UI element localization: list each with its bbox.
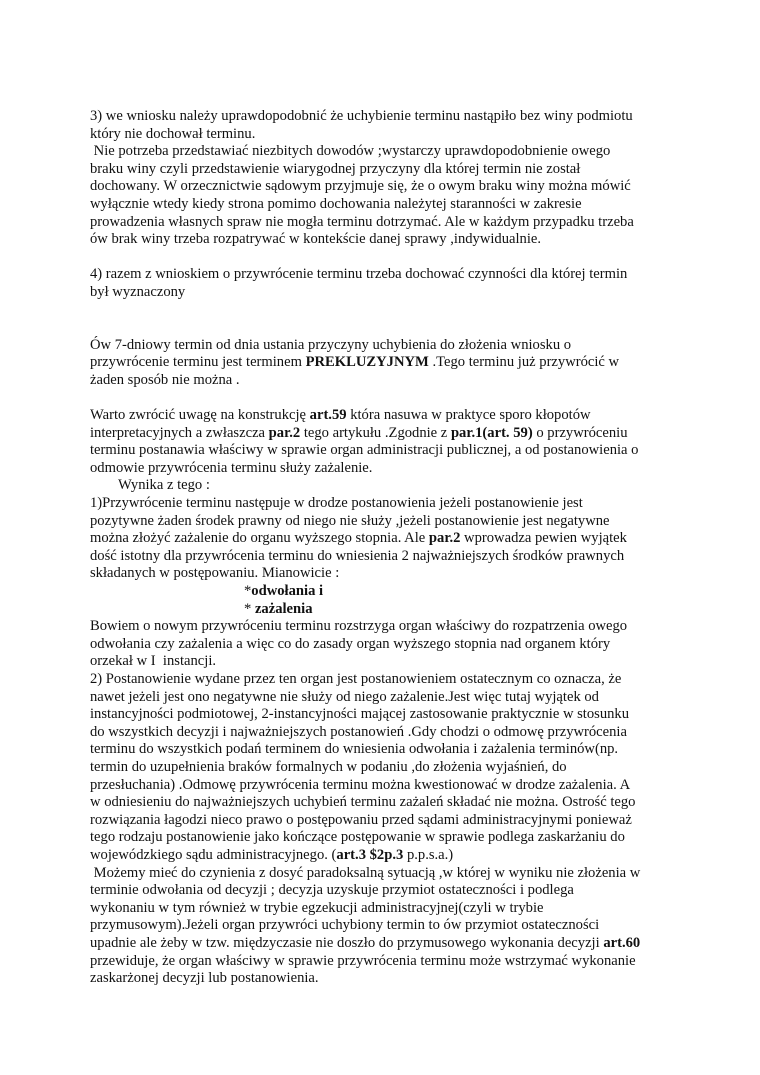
text-line: orzekał w I instancji.: [90, 653, 217, 670]
bullet: *: [244, 600, 255, 617]
text-line: [90, 935, 675, 953]
bold-term: PREKLUZYJNYM: [305, 354, 429, 371]
text-line: terminu postanawia właściwy w sprawie organ administracji publicznej, a od postanowienia o: [90, 442, 639, 459]
paragraph-7-day-term: [90, 337, 675, 390]
list-item: [90, 583, 675, 601]
bullet: *: [244, 583, 252, 600]
text-line: 4) razem z wnioskiem o przywrócenie terminu trzeba dochować czynności dla której termin: [90, 266, 628, 283]
text-run: interpretacyjnych a zwłaszcza: [90, 424, 269, 441]
text-line: przymusowym).Jeżeli organ przywróci uchybiony termin to ów przymiot ostateczności: [90, 917, 600, 934]
bold-article-ref: par.2: [428, 530, 461, 547]
text-line: pozytywne żaden środek prawny od niego nie służy ,jeżeli postanowienie jest negatywne: [90, 512, 610, 529]
text-line: dość istotny dla przywrócenia terminu do wniesienia 2 najważniejszych środków prawnych: [90, 547, 625, 564]
text-run: tego artykułu .Zgodnie z: [300, 424, 451, 441]
text-line: w odniesieniu do najważniejszych uchybień terminu zażaleń składać nie można. Ostrość tego: [90, 794, 636, 811]
text-run: Warto zwrócić uwagę na konstrukcję: [90, 407, 310, 424]
bold-article-ref: art.3 $2p.3: [336, 846, 404, 863]
text-run: p.p.s.a.): [403, 846, 454, 863]
text-line: tego rodzaju postanowienie jako kończące postępowanie w sprawie podlega zaskarżaniu do: [90, 829, 625, 846]
bold-list-text: zażalenia: [254, 600, 313, 617]
text-line: prowadzenia własnych spraw nie mogła terminu dotrzymać. Ale w każdym przypadku trzeba: [90, 213, 634, 230]
text-line: Możemy mieć do czynienia z dosyć paradoksalną sytuacją ,w której w wyniku nie złożenia w: [90, 864, 641, 881]
bold-article-ref: par.1(art. 59): [450, 424, 533, 441]
paragraph-art-59: [90, 407, 675, 477]
text-line: nawet jeżeli jest ono negatywne nie służy od niego zażalenie.Jest więc tutaj wyjątek od: [90, 688, 599, 705]
text-run: można złożyć zażalenie do organu wyższego stopnia. Ale: [90, 530, 429, 547]
text-line: 2) Postanowienie wydane przez ten organ jest postanowieniem ostatecznym co oznacza, że: [90, 671, 622, 687]
list-item: [90, 601, 675, 619]
text-run: o przywróceniu: [532, 424, 628, 441]
text-line: [90, 354, 675, 372]
text-line: Bowiem o nowym przywróceniu terminu rozstrzyga organ właściwy do rozpatrzenia owego: [90, 618, 628, 635]
text-run: wprowadza pewien wyjątek: [460, 530, 627, 547]
text-run: przywrócenie terminu jest terminem: [90, 354, 306, 371]
paragraph-point-4: [90, 266, 675, 301]
text-line: Ów 7-dniowy termin od dnia ustania przyczyny uchybienia do złożenia wniosku o: [90, 336, 572, 353]
text-line: żaden sposób nie można .: [90, 371, 240, 388]
text-run: wojewódzkiego sądu administracyjnego. (: [90, 846, 337, 863]
text-line: przewiduje, że organ właściwy w sprawie przywrócenia terminu może wstrzymać wykonanie: [90, 952, 636, 969]
text-line: [90, 847, 675, 865]
text-run: upadnie ale żeby w tzw. międzyczasie nie doszło do przymusowego wykonania decyzji: [90, 934, 604, 951]
text-line: do wszystkich decyzji i najważniejszych postanowień .Gdy chodzi o odmowę przywrócenia: [90, 723, 627, 740]
document-page: [90, 108, 675, 988]
text-line: termin do uzupełnienia braków formalnych w podaniu ,do złożenia wyjaśnień, do: [90, 758, 567, 775]
text-line: odwołania czy zażalenia a więc co do zasady organ wyższego stopnia nad organem który: [90, 635, 611, 652]
text-line: wyłącznie wtedy kiedy strona pomimo dochowania należytej staranności w zakresie: [90, 195, 582, 212]
text-line: składanych w postępowaniu. Mianowicie :: [90, 565, 340, 582]
paragraph-item-1: [90, 495, 675, 671]
text-run: która nasuwa w praktyce sporo kłopotów: [346, 407, 591, 424]
text-line: terminie odwołania od decyzji ; decyzja uzyskuje przymiot ostateczności i podlega: [90, 882, 574, 899]
text-line: Nie potrzeba przedstawiać niezbitych dowodów ;wystarczy uprawdopodobnienie owego: [90, 143, 611, 160]
paragraph-point-3: [90, 108, 675, 249]
text-line: terminu do wszystkich podań terminem do wniesienia odwołania i zażalenia terminów(np.: [90, 741, 619, 758]
text-line: braku winy czyli przedstawienie wiarygodnej przyczyny dla której termin nie został: [90, 160, 581, 177]
text-line: wykonaniu w tym również w trybie egzekucji administracyjnej(czyli w trybie: [90, 899, 544, 916]
text-line: [90, 407, 675, 425]
text-line: instancyjności podmiotowej, 2-instancyjności mającej zastosowanie praktycznie w stosunku: [90, 706, 630, 723]
paragraph-final: [90, 865, 675, 988]
text-run: .Tego terminu już przywrócić w: [428, 354, 620, 371]
text-line: 1)Przywrócenie terminu następuje w drodze postanowienia jeżeli postanowienie jest: [90, 495, 583, 512]
paragraph-item-2: [90, 671, 675, 865]
text-line: 3) we wniosku należy uprawdopodobnić że uchybienie terminu nastąpiło bez winy podmiotu: [90, 108, 633, 124]
bold-article-ref: art.59: [309, 407, 347, 424]
text-line: dochowany. W orzecznictwie sądowym przyjmuje się, że o owym braku winy można mówić: [90, 178, 631, 195]
text-line: przesłuchania) .Odmowę przywrócenia terminu można kwestionować w drodze zażalenia. A: [90, 776, 631, 793]
text-line: odmowie przywrócenia terminu służy zażalenie.: [90, 459, 373, 476]
bold-article-ref: par.2: [268, 424, 301, 441]
text-line: ów brak winy trzeba rozpatrywać w kontekście danej sprawy ,indywidualnie.: [90, 231, 542, 248]
text-line: [90, 530, 675, 548]
text-line: był wyznaczony: [90, 283, 186, 300]
wynika-heading: Wynika z tego :: [118, 477, 210, 494]
text-line: [90, 425, 675, 443]
text-line: który nie dochował terminu.: [90, 125, 256, 142]
bold-article-ref: art.60: [603, 934, 641, 951]
text-line: rozwiązania łagodzi nieco prawo o postępowaniu przed sądami administracyjnymi ponieważ: [90, 811, 632, 828]
text-line: zaskarżonej decyzji lub postanowienia.: [90, 970, 319, 987]
bold-list-text: odwołania i: [251, 583, 324, 600]
